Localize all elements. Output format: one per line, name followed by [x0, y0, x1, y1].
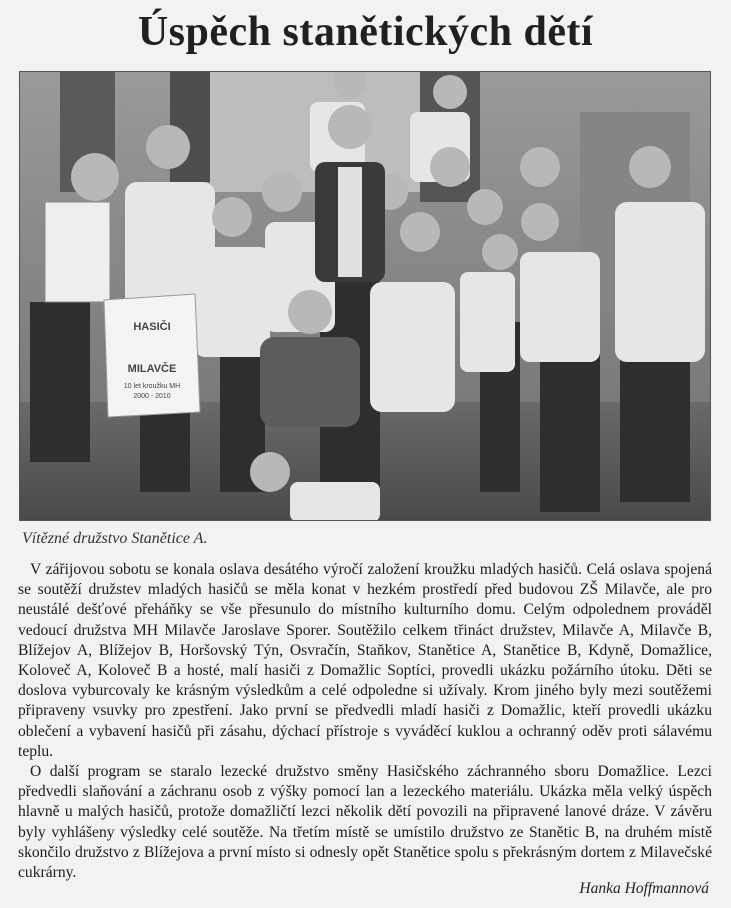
author-signature: Hanka Hoffmannová	[579, 880, 709, 897]
bag-line-1: HASIČI	[133, 321, 171, 333]
bag-line-2: MILAVČE	[127, 363, 177, 375]
bag	[104, 294, 200, 417]
bag-line-4: 2000 - 2010	[133, 393, 171, 400]
article-title: Úspěch stanětických dětí	[137, 9, 594, 55]
paragraph: O další program se staralo lezecké družstvo směny Hasičského záchranného sboru Domažlice. Lezci předvedli slaňování a záchranu osob z výšky pomocí lan a lezeckého materiálu. Ukázka měla velký úspěch hlavně u malých hasičů, protože domažličtí lezci několik dětí povozili na připravené lanové dráze. V závěru byly vyhlášeny výsledky celé soutěže. Na třetím místě se umístilo družstvo ze Stanětic B, na druhém místě skončilo družstvo z Blížejova a první místo si odnesly opět Stanětice spolu s překrásným dortem z Milavečské cukrárny.	[18, 763, 712, 882]
paragraph: V zářijovou sobotu se konala oslava desátého výročí založení kroužku mladých hasičů. Celá oslava spojená se soutěží družstev mladých hasičů se měla konat v hezkém prostředí před budovou ZŠ Milavče, ale pro neustálé dešťové přeháňky se vše přesunulo do místního kulturního domu. Celým odpolednem prováděl vedoucí družstva MH Milavče Jaroslave Sporer. Soutěžilo celkem třináct družstev, Milavče A, Milavče B, Blížejov A, Blížejov B, Horšovský Týn, Osvračín, Staňkov, Stanětice A, Stanětice B, Kdyně, Domažlice, Koloveč A, Koloveč B a hosté, malí hasiči z Domažlic Soptíci, provedli ukázku požárního útoku. Děti se doslova vyburcovaly ke krásným výsledkům a celé odpoledne si užívaly. Krom jiného byly mezi soutěžemi připraveny vsuvky pro zpestření. Jako první se předvedli mladí hasiči z Domažlic, kteří provedli ukázku oblečení a vybavení hasičů při zásahu, dýchací přístroje s vyváděcí kuklou a ochranný oděv proti sálavému teplu.	[18, 561, 712, 760]
photo-caption: Vítězné družstvo Stanětice A.	[22, 530, 208, 547]
article-body	[18, 560, 712, 883]
bag-line-3: 10 let kroužku MH	[123, 383, 181, 390]
group-photo	[19, 71, 711, 521]
